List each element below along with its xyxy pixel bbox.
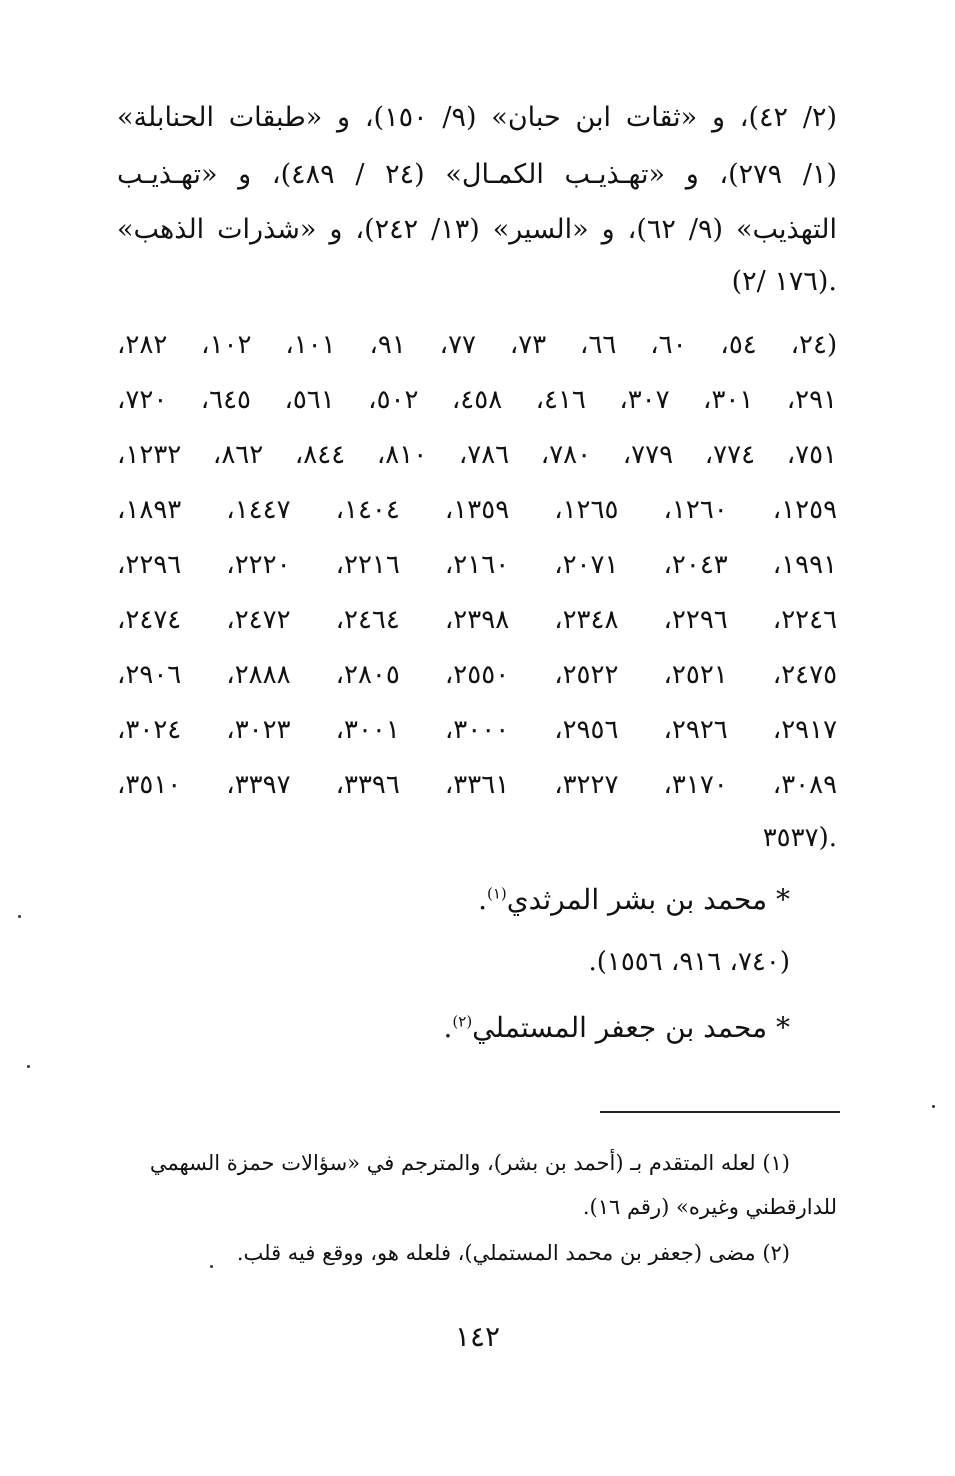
period: .	[443, 1011, 453, 1044]
reference-numbers-line: ٢٩١٧، ٢٩٢٦، ٢٩٥٦، ٣٠٠٠، ٣٠٠١، ٣٠٢٣، ٣٠٢٤،	[117, 715, 838, 745]
reference-numbers-line: ٣٠٨٩، ٣١٧٠، ٣٢٢٧، ٣٣٦١، ٣٣٩٦، ٣٣٩٧، ٣٥١٠،	[117, 770, 838, 800]
scan-speck	[27, 1065, 30, 1068]
entry-heading	[443, 1008, 790, 1048]
reference-numbers-line: ٧٥١، ٧٧٤، ٧٧٩، ٧٨٠، ٧٨٦، ٨١٠، ٨٤٤، ٨٦٢، ١٢٣٢،	[117, 440, 838, 470]
asterisk-marker: *	[776, 883, 790, 916]
text-line: .(١٧٦ /٢)	[731, 266, 837, 297]
reference-numbers-line: ١٢٥٩، ١٢٦٠، ١٢٦٥، ١٣٥٩، ١٤٠٤، ١٤٤٧، ١٨٩٣،	[117, 495, 838, 525]
footnote-2: (٢) مضى (جعفر بن محمد المستملي)، فلعله هو، ووقع فيه قلب.	[236, 1241, 790, 1265]
scan-speck	[932, 1105, 935, 1108]
entry-references: (٧٤٠، ٩١٦، ١٥٥٦).	[588, 947, 790, 977]
asterisk-marker: *	[776, 1011, 790, 1044]
text-line: التهذيب» (٩/ ٦٢)، و «السير» (١٣/ ٢٤٢)، و «شذرات الذهب»	[117, 214, 838, 245]
scan-speck	[18, 915, 21, 918]
scan-speck	[210, 1265, 213, 1268]
footnote-1: (١) لعله المتقدم بـ (أحمد بن بشر)، والمترجم في «سؤالات حمزة السهمي	[149, 1151, 790, 1175]
reference-numbers-line: .(٣٥٣٧	[762, 823, 837, 853]
footnote-ref: (١)	[486, 884, 507, 903]
footnote-ref: (٢)	[452, 1012, 473, 1031]
reference-numbers-line: (٢٤، ٥٤، ٦٠، ٦٦، ٧٣، ٧٧، ٩١، ١٠١، ١٠٢، ٢٨٢،	[117, 330, 838, 360]
reference-numbers-line: ٢٩١، ٣٠١، ٣٠٧، ٤١٦، ٤٥٨، ٥٠٢، ٥٦١، ٦٤٥، ٧٢٠،	[117, 385, 838, 415]
reference-numbers-line: ٢٢٤٦، ٢٢٩٦، ٢٣٤٨، ٢٣٩٨، ٢٤٦٤، ٢٤٧٢، ٢٤٧٤،	[117, 605, 838, 635]
footnote-1-continued: للدارقطني وغيره» (رقم ١٦).	[582, 1195, 837, 1219]
page-number: ١٤٢	[454, 1320, 501, 1353]
text-line: (١/ ٢٧٩)، و «تهـذيـب الكمـال» (٢٤ / ٤٨٩)، و «تهـذيـب	[117, 159, 838, 190]
period: .	[478, 883, 487, 916]
footnote-divider	[600, 1111, 840, 1113]
reference-numbers-line: ١٩٩١، ٢٠٤٣، ٢٠٧١، ٢١٦٠، ٢٢١٦، ٢٢٢٠، ٢٢٩٦،	[117, 550, 838, 580]
entry-heading	[478, 880, 790, 920]
narrator-name: محمد بن بشر المرثدي	[506, 883, 768, 916]
reference-numbers-line: ٢٤٧٥، ٢٥٢١، ٢٥٢٢، ٢٥٥٠، ٢٨٠٥، ٢٨٨٨، ٢٩٠٦،	[117, 660, 838, 690]
narrator-name: محمد بن جعفر المستملي	[472, 1011, 768, 1044]
text-line: (٢/ ٤٢)، و «ثقات ابن حبان» (٩/ ١٥٠)، و «طبقات الحنابلة»	[117, 102, 837, 133]
